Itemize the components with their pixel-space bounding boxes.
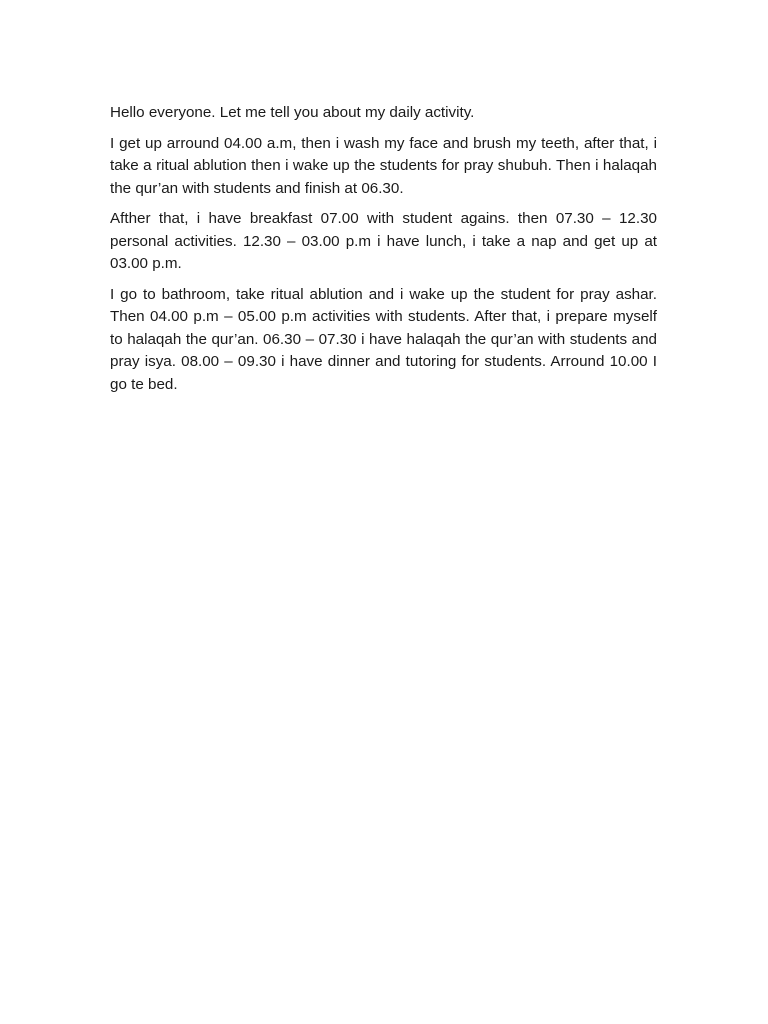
paragraph-midday: Afther that, i have breakfast 07.00 with student agains. then 07.30 – 12.30 personal activities. 12.30 – 03.00 p.m i have lunch, i take a nap and get up at 03.00 p.m. [110,210,657,272]
paragraph-morning: I get up arround 04.00 a.m, then i wash my face and brush my teeth, after that, i take a ritual ablution then i wake up the students for pray shubuh. Then i halaqah the qur’an with students and finish at 06.30. [110,134,657,197]
paragraph-greeting: Hello everyone. Let me tell you about my daily activity. [110,104,475,121]
paragraph-afternoon-evening: I go to bathroom, take ritual ablution and i wake up the student for pray ashar. Then 04.00 p.m – 05.00 p.m activities with students. After that, i prepare myself to halaqah the qur’an. 06.30 – 07.30 i have halaqah the qur’an with students and pray isya. 08.00 – 09.30 i have dinner and tutoring for students. Arround 10.00 I go te bed. [110,285,657,393]
document-body [110,102,657,404]
